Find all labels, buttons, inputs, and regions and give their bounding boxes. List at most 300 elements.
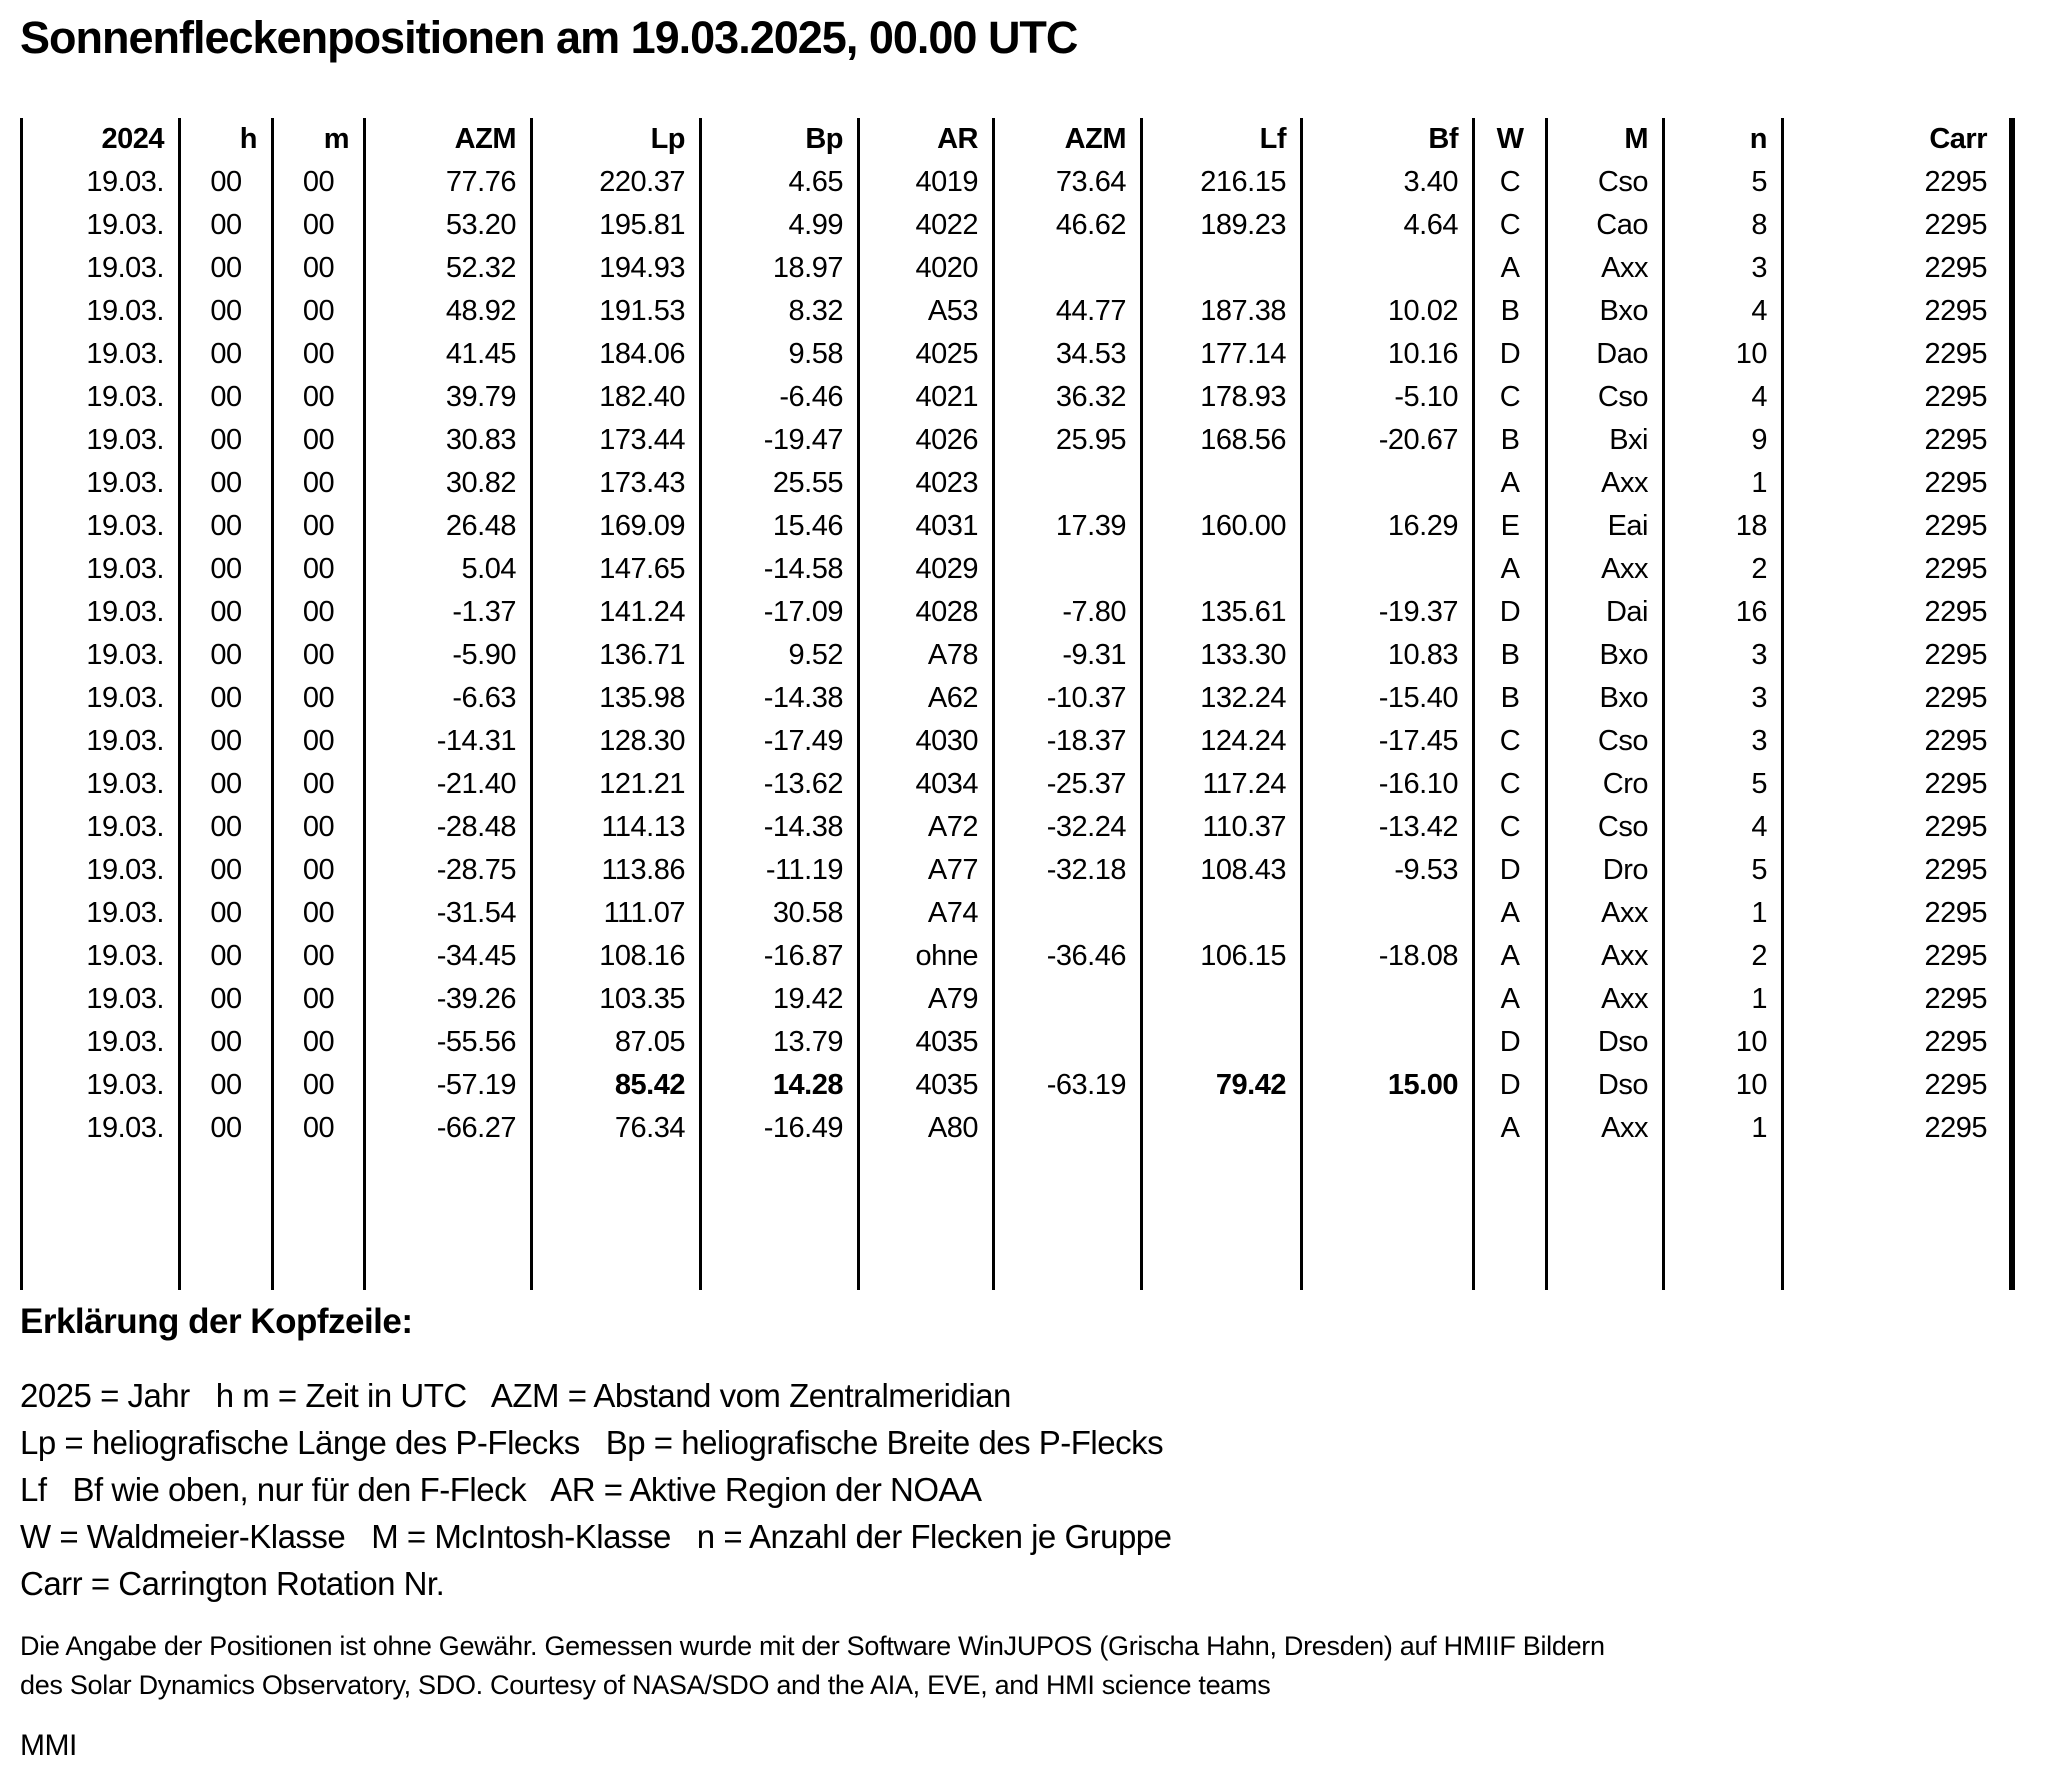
table-cell: 00 — [180, 892, 273, 935]
table-cell — [1302, 1107, 1474, 1150]
table-cell: -5.90 — [365, 634, 532, 677]
table-cell: 135.61 — [1142, 591, 1302, 634]
table-cell: Bxo — [1547, 677, 1664, 720]
table-cell: 44.77 — [994, 290, 1142, 333]
table-cell-empty — [701, 1150, 859, 1290]
table-cell — [994, 1107, 1142, 1150]
table-cell: 2295 — [1783, 935, 2013, 978]
table-cell: 00 — [180, 1064, 273, 1107]
table-cell: -39.26 — [365, 978, 532, 1021]
table-cell: 184.06 — [532, 333, 701, 376]
table-row — [22, 161, 2013, 204]
table-cell: Cso — [1547, 720, 1664, 763]
table-cell — [994, 1021, 1142, 1064]
table-cell — [994, 548, 1142, 591]
table-cell: 77.76 — [365, 161, 532, 204]
table-cell: 00 — [273, 376, 365, 419]
table-cell: 173.43 — [532, 462, 701, 505]
table-cell: A53 — [859, 290, 994, 333]
table-cell: 00 — [180, 763, 273, 806]
table-cell — [1142, 1021, 1302, 1064]
column-header: AZM — [994, 118, 1142, 161]
table-cell — [1302, 247, 1474, 290]
table-cell: 4.64 — [1302, 204, 1474, 247]
table-cell: A78 — [859, 634, 994, 677]
table-cell-empty — [1142, 1150, 1302, 1290]
table-row — [22, 849, 2013, 892]
table-row — [22, 591, 2013, 634]
table-cell: -17.49 — [701, 720, 859, 763]
table-cell: 1 — [1664, 892, 1783, 935]
table-cell: Cro — [1547, 763, 1664, 806]
table-cell: 19.03. — [22, 462, 180, 505]
table-cell: A — [1474, 462, 1547, 505]
table-cell: 00 — [180, 161, 273, 204]
table-cell: 41.45 — [365, 333, 532, 376]
table-row — [22, 290, 2013, 333]
table-cell: C — [1474, 204, 1547, 247]
table-cell: B — [1474, 677, 1547, 720]
table-cell: A72 — [859, 806, 994, 849]
table-cell: B — [1474, 290, 1547, 333]
table-cell: Bxo — [1547, 290, 1664, 333]
sunspot-positions-table — [20, 118, 2015, 1290]
table-cell: 19.03. — [22, 1021, 180, 1064]
table-cell: Axx — [1547, 247, 1664, 290]
table-cell-empty — [180, 1150, 273, 1290]
table-cell: 133.30 — [1142, 634, 1302, 677]
table-cell: 2295 — [1783, 849, 2013, 892]
table-cell: 135.98 — [532, 677, 701, 720]
table-row — [22, 462, 2013, 505]
table-cell: 2295 — [1783, 247, 2013, 290]
table-cell: A80 — [859, 1107, 994, 1150]
table-cell-empty — [1474, 1150, 1547, 1290]
table-cell: 18.97 — [701, 247, 859, 290]
table-cell: 8 — [1664, 204, 1783, 247]
table-cell: 191.53 — [532, 290, 701, 333]
table-cell: -17.09 — [701, 591, 859, 634]
table-row — [22, 677, 2013, 720]
table-cell: 2295 — [1783, 548, 2013, 591]
table-cell: 19.03. — [22, 849, 180, 892]
table-cell: Cao — [1547, 204, 1664, 247]
column-header: Lf — [1142, 118, 1302, 161]
column-header: AZM — [365, 118, 532, 161]
table-cell: 19.03. — [22, 1107, 180, 1150]
table-cell: 9.58 — [701, 333, 859, 376]
table-cell: D — [1474, 591, 1547, 634]
table-cell: 194.93 — [532, 247, 701, 290]
table-cell: D — [1474, 1021, 1547, 1064]
table-cell: -31.54 — [365, 892, 532, 935]
table-cell: -18.37 — [994, 720, 1142, 763]
table-cell: 00 — [273, 462, 365, 505]
table-row — [22, 204, 2013, 247]
table-cell: 19.03. — [22, 591, 180, 634]
table-cell: 8.32 — [701, 290, 859, 333]
table-cell-empty — [1783, 1150, 2013, 1290]
table-cell: -32.18 — [994, 849, 1142, 892]
table-row — [22, 419, 2013, 462]
table-cell: 187.38 — [1142, 290, 1302, 333]
table-cell: 87.05 — [532, 1021, 701, 1064]
table-cell: 2295 — [1783, 333, 2013, 376]
explanation-heading: Erklärung der Kopfzeile: — [20, 1301, 413, 1341]
table-cell-empty — [22, 1150, 180, 1290]
table-row — [22, 634, 2013, 677]
table-cell: -14.38 — [701, 677, 859, 720]
table-cell: 103.35 — [532, 978, 701, 1021]
column-header: 2024 — [22, 118, 180, 161]
table-cell: 00 — [180, 376, 273, 419]
table-cell: 00 — [273, 849, 365, 892]
table-cell — [1142, 892, 1302, 935]
table-cell: 106.15 — [1142, 935, 1302, 978]
table-cell: 2295 — [1783, 892, 2013, 935]
table-cell: 128.30 — [532, 720, 701, 763]
table-cell: -14.58 — [701, 548, 859, 591]
table-cell: B — [1474, 634, 1547, 677]
table-cell: Cso — [1547, 806, 1664, 849]
table-cell: 19.03. — [22, 763, 180, 806]
table-cell: 2 — [1664, 548, 1783, 591]
table-cell-empty — [994, 1150, 1142, 1290]
table-cell: Axx — [1547, 935, 1664, 978]
column-header: W — [1474, 118, 1547, 161]
table-cell — [1302, 1021, 1474, 1064]
table-cell: 00 — [180, 247, 273, 290]
table-cell: 5 — [1664, 161, 1783, 204]
table-cell: 00 — [180, 462, 273, 505]
table-cell: -13.62 — [701, 763, 859, 806]
table-cell: 1 — [1664, 978, 1783, 1021]
credit-line: des Solar Dynamics Observatory, SDO. Courtesy of NASA/SDO and the AIA, EVE, and HMI science teams — [20, 1669, 1271, 1700]
table-cell: 147.65 — [532, 548, 701, 591]
table-cell: 73.64 — [994, 161, 1142, 204]
table-cell: 19.03. — [22, 376, 180, 419]
table-cell: 46.62 — [994, 204, 1142, 247]
table-cell: 178.93 — [1142, 376, 1302, 419]
table-row — [22, 935, 2013, 978]
table-cell: 136.71 — [532, 634, 701, 677]
table-cell: 9.52 — [701, 634, 859, 677]
table-cell: -11.19 — [701, 849, 859, 892]
table-cell: C — [1474, 376, 1547, 419]
table-cell: -63.19 — [994, 1064, 1142, 1107]
table-cell: 30.58 — [701, 892, 859, 935]
table-cell: 19.03. — [22, 247, 180, 290]
table-cell: -14.38 — [701, 806, 859, 849]
table-row — [22, 806, 2013, 849]
table-cell-empty — [859, 1150, 994, 1290]
table-cell: 25.55 — [701, 462, 859, 505]
table-cell: 30.82 — [365, 462, 532, 505]
table-cell: 00 — [180, 290, 273, 333]
table-cell: -6.46 — [701, 376, 859, 419]
table-cell-empty — [532, 1150, 701, 1290]
table-cell: 19.03. — [22, 333, 180, 376]
table-cell: -5.10 — [1302, 376, 1474, 419]
table-cell: C — [1474, 720, 1547, 763]
table-cell: 2295 — [1783, 1107, 2013, 1150]
table-cell: 10 — [1664, 1064, 1783, 1107]
table-cell: 30.83 — [365, 419, 532, 462]
table-cell: 1 — [1664, 1107, 1783, 1150]
table-cell: A — [1474, 247, 1547, 290]
table-cell: 4022 — [859, 204, 994, 247]
table-cell: Bxi — [1547, 419, 1664, 462]
table-cell: 00 — [180, 935, 273, 978]
table-cell: -15.40 — [1302, 677, 1474, 720]
table-cell-empty — [1664, 1150, 1783, 1290]
table-cell: A74 — [859, 892, 994, 935]
table-row — [22, 1107, 2013, 1150]
table-cell: D — [1474, 333, 1547, 376]
table-cell: 00 — [273, 247, 365, 290]
column-header: h — [180, 118, 273, 161]
table-cell: 4 — [1664, 806, 1783, 849]
table-cell: -28.48 — [365, 806, 532, 849]
table-cell: 85.42 — [532, 1064, 701, 1107]
table-cell: -28.75 — [365, 849, 532, 892]
table-cell: 2295 — [1783, 204, 2013, 247]
table-cell: 2295 — [1783, 290, 2013, 333]
table-cell: 2295 — [1783, 634, 2013, 677]
table-row — [22, 1064, 2013, 1107]
table-cell: -10.37 — [994, 677, 1142, 720]
table-cell: C — [1474, 806, 1547, 849]
table-cell: 00 — [273, 161, 365, 204]
table-cell: D — [1474, 849, 1547, 892]
table-cell: -32.24 — [994, 806, 1142, 849]
explanation-line: Carr = Carrington Rotation Nr. — [20, 1564, 445, 1602]
explanation-line: Lp = heliografische Länge des P-Flecks Bp = heliografische Breite des P-Flecks — [20, 1423, 1164, 1461]
credit-line: Die Angabe der Positionen ist ohne Gewähr. Gemessen wurde mit der Software WinJUPOS (Grischa Hahn, Dresden) auf HMIIF Bildern — [20, 1630, 1605, 1661]
table-cell: 19.03. — [22, 290, 180, 333]
table-cell: 195.81 — [532, 204, 701, 247]
table-cell: -34.45 — [365, 935, 532, 978]
table-cell: 220.37 — [532, 161, 701, 204]
table-cell: 189.23 — [1142, 204, 1302, 247]
table-cell: 2295 — [1783, 591, 2013, 634]
footer-initials: MMI — [20, 1728, 77, 1762]
table-cell: 2295 — [1783, 505, 2013, 548]
table-cell — [1302, 978, 1474, 1021]
table-cell: 141.24 — [532, 591, 701, 634]
table-cell: Dao — [1547, 333, 1664, 376]
table-cell: Dro — [1547, 849, 1664, 892]
table-cell: 10 — [1664, 1021, 1783, 1064]
table-cell: 19.03. — [22, 419, 180, 462]
column-header: n — [1664, 118, 1783, 161]
table-cell: 00 — [273, 1021, 365, 1064]
table-cell-empty — [1302, 1150, 1474, 1290]
table-row — [22, 505, 2013, 548]
table-cell: 132.24 — [1142, 677, 1302, 720]
table-cell: 2295 — [1783, 1064, 2013, 1107]
table-cell-empty — [365, 1150, 532, 1290]
table-cell: 10 — [1664, 333, 1783, 376]
table-cell: 3 — [1664, 720, 1783, 763]
table-cell: 00 — [273, 290, 365, 333]
table-cell: -13.42 — [1302, 806, 1474, 849]
table-cell: -16.10 — [1302, 763, 1474, 806]
table-cell: 00 — [273, 892, 365, 935]
table-cell: 00 — [180, 978, 273, 1021]
table-cell: 111.07 — [532, 892, 701, 935]
explanation-text — [20, 1372, 2046, 1607]
table-cell: -66.27 — [365, 1107, 532, 1150]
table-cell: 00 — [273, 1064, 365, 1107]
table-cell: 00 — [273, 677, 365, 720]
table-cell: 13.79 — [701, 1021, 859, 1064]
table-cell: 15.00 — [1302, 1064, 1474, 1107]
table-cell: 160.00 — [1142, 505, 1302, 548]
table-cell: 16.29 — [1302, 505, 1474, 548]
table-cell: 4028 — [859, 591, 994, 634]
table-cell: 19.03. — [22, 161, 180, 204]
table-cell: C — [1474, 161, 1547, 204]
table-cell: 00 — [273, 1107, 365, 1150]
table-row — [22, 247, 2013, 290]
table-cell: 00 — [180, 591, 273, 634]
table-cell: -6.63 — [365, 677, 532, 720]
table-cell: 00 — [180, 419, 273, 462]
table-row — [22, 333, 2013, 376]
table-cell: A62 — [859, 677, 994, 720]
table-cell: 177.14 — [1142, 333, 1302, 376]
table-cell: 2295 — [1783, 677, 2013, 720]
table-cell: -18.08 — [1302, 935, 1474, 978]
table-cell: 76.34 — [532, 1107, 701, 1150]
table-cell: 00 — [180, 1107, 273, 1150]
table-cell: Cso — [1547, 161, 1664, 204]
table-cell: A — [1474, 978, 1547, 1021]
table-cell: Axx — [1547, 978, 1664, 1021]
table-cell: 2 — [1664, 935, 1783, 978]
table-cell: 5 — [1664, 849, 1783, 892]
column-header: Lp — [532, 118, 701, 161]
table-cell: 19.03. — [22, 1064, 180, 1107]
table-cell: 216.15 — [1142, 161, 1302, 204]
column-header: Bp — [701, 118, 859, 161]
table-cell: 00 — [180, 1021, 273, 1064]
table-cell — [1302, 892, 1474, 935]
table-cell: 00 — [273, 591, 365, 634]
table-cell: Axx — [1547, 1107, 1664, 1150]
table-cell: 00 — [273, 806, 365, 849]
table-cell: -9.31 — [994, 634, 1142, 677]
table-cell — [1302, 548, 1474, 591]
table-cell: 4019 — [859, 161, 994, 204]
table-cell: 4020 — [859, 247, 994, 290]
table-cell: 10.02 — [1302, 290, 1474, 333]
table-cell: 124.24 — [1142, 720, 1302, 763]
explanation-line: W = Waldmeier-Klasse M = McIntosh-Klasse n = Anzahl der Flecken je Gruppe — [20, 1517, 1172, 1555]
table-cell: -55.56 — [365, 1021, 532, 1064]
table-cell: 79.42 — [1142, 1064, 1302, 1107]
table-row — [22, 892, 2013, 935]
table-cell: 5 — [1664, 763, 1783, 806]
table-cell — [1142, 247, 1302, 290]
credit-text — [20, 1627, 2046, 1705]
table-cell: 17.39 — [994, 505, 1142, 548]
table-cell — [994, 892, 1142, 935]
column-header: Carr — [1783, 118, 2013, 161]
table-cell: 113.86 — [532, 849, 701, 892]
table-cell: 53.20 — [365, 204, 532, 247]
table-cell: 4.99 — [701, 204, 859, 247]
table-cell: 26.48 — [365, 505, 532, 548]
table-cell: 00 — [273, 978, 365, 1021]
table-row — [22, 1021, 2013, 1064]
table-cell: 182.40 — [532, 376, 701, 419]
table-cell: 19.03. — [22, 892, 180, 935]
table-cell: 169.09 — [532, 505, 701, 548]
table-row — [22, 978, 2013, 1021]
table-cell: 19.03. — [22, 720, 180, 763]
table-cell: 36.32 — [994, 376, 1142, 419]
table-cell: A — [1474, 892, 1547, 935]
column-header: AR — [859, 118, 994, 161]
table-cell: 00 — [180, 548, 273, 591]
table-cell: -1.37 — [365, 591, 532, 634]
table-cell: -25.37 — [994, 763, 1142, 806]
table-cell: 19.03. — [22, 806, 180, 849]
table-cell: -21.40 — [365, 763, 532, 806]
table-cell: Axx — [1547, 548, 1664, 591]
table-cell: 19.03. — [22, 505, 180, 548]
table-cell: 00 — [180, 806, 273, 849]
table-cell: 4026 — [859, 419, 994, 462]
table-cell: 2295 — [1783, 978, 2013, 1021]
table-cell: -17.45 — [1302, 720, 1474, 763]
table-cell: 4 — [1664, 290, 1783, 333]
table-cell: 4034 — [859, 763, 994, 806]
explanation-line: Lf Bf wie oben, nur für den F-Fleck AR = Aktive Region der NOAA — [20, 1470, 982, 1508]
explanation-line: 2025 = Jahr h m = Zeit in UTC AZM = Abstand vom Zentralmeridian — [20, 1376, 1011, 1414]
table-cell-empty — [1547, 1150, 1664, 1290]
table-cell: 108.16 — [532, 935, 701, 978]
table-cell: A — [1474, 548, 1547, 591]
table-cell: 00 — [180, 849, 273, 892]
table-cell: 4021 — [859, 376, 994, 419]
table-filler-row — [22, 1150, 2013, 1290]
table-cell: 19.03. — [22, 548, 180, 591]
table-cell: Bxo — [1547, 634, 1664, 677]
table-row — [22, 763, 2013, 806]
table-header-row — [22, 118, 2013, 161]
table-cell: 2295 — [1783, 806, 2013, 849]
table-cell: 10.16 — [1302, 333, 1474, 376]
table-row — [22, 548, 2013, 591]
table-cell: 00 — [180, 333, 273, 376]
table-cell: Axx — [1547, 462, 1664, 505]
table-row — [22, 376, 2013, 419]
table-cell: 2295 — [1783, 763, 2013, 806]
table-cell: 3.40 — [1302, 161, 1474, 204]
table-cell: 2295 — [1783, 376, 2013, 419]
table-cell: 4025 — [859, 333, 994, 376]
table-head — [22, 118, 2013, 161]
table-cell: 2295 — [1783, 1021, 2013, 1064]
table-cell: 15.46 — [701, 505, 859, 548]
table-cell: 114.13 — [532, 806, 701, 849]
table-cell: 5.04 — [365, 548, 532, 591]
table-cell — [1142, 548, 1302, 591]
table-cell: E — [1474, 505, 1547, 548]
